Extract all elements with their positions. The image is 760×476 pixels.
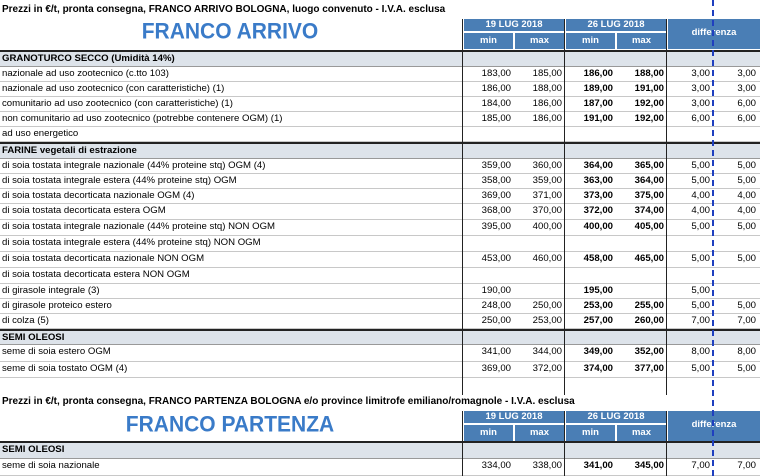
row-label: di soia tostata integrale estera (44% proteine stq) OGM [2, 175, 237, 186]
partenza-date2: 26 LUG 2018 [566, 411, 666, 424]
arrivo-date2: 26 LUG 2018 [566, 19, 666, 32]
table-row [0, 284, 760, 299]
arrivo-date1: 19 LUG 2018 [464, 19, 564, 32]
arrivo-min1: min [464, 33, 513, 49]
max-26lug-cell: 188,00 [634, 68, 664, 79]
diff-max-cell: 4,00 [737, 205, 756, 216]
diff-max-cell [716, 127, 756, 141]
diff-max-cell [716, 331, 756, 345]
max-19lug-cell: 185,00 [532, 68, 562, 79]
min-26lug-cell: 195,00 [583, 285, 613, 296]
max-26lug-cell: 377,00 [634, 363, 664, 374]
max-19lug-cell [515, 331, 562, 345]
max-26lug-cell: 465,00 [634, 253, 664, 264]
table-row [0, 345, 760, 362]
diff-min-cell: 4,00 [691, 205, 710, 216]
partenza-min2: min [566, 425, 615, 441]
diff-min-cell: 5,00 [691, 253, 710, 264]
diff-max-cell [716, 144, 756, 158]
row-label: ad uso energetico [2, 128, 79, 139]
diff-max-cell: 5,00 [737, 363, 756, 374]
max-19lug-cell [515, 284, 562, 298]
min-26lug-cell: 186,00 [583, 68, 613, 79]
partenza-diff-header: differenza [668, 411, 760, 441]
min-26lug-cell: 189,00 [583, 83, 613, 94]
max-26lug-cell: 260,00 [634, 315, 664, 326]
max-26lug-cell [617, 443, 664, 457]
min-26lug-cell [566, 127, 613, 141]
diff-min-cell: 7,00 [691, 460, 710, 471]
min-26lug-cell: 191,00 [583, 113, 613, 124]
diff-max-cell: 3,00 [737, 83, 756, 94]
max-26lug-cell: 192,00 [634, 113, 664, 124]
table-row [0, 362, 760, 378]
grid-line [462, 411, 463, 476]
arrivo-min2: min [566, 33, 615, 49]
diff-min-cell [668, 144, 710, 158]
max-26lug-cell [617, 268, 664, 282]
diff-max-cell [716, 443, 756, 457]
diff-min-cell [668, 52, 710, 66]
max-19lug-cell: 344,00 [532, 346, 562, 357]
diff-min-cell: 5,00 [691, 300, 710, 311]
min-26lug-cell: 373,00 [583, 190, 613, 201]
section-row [0, 329, 760, 345]
grid-line [666, 411, 667, 476]
max-26lug-cell [617, 52, 664, 66]
row-label: di soia tostata integrale nazionale (44% proteine stq) OGM (4) [2, 160, 266, 171]
grid-line [564, 411, 565, 476]
max-19lug-cell: 186,00 [532, 113, 562, 124]
min-19lug-cell: 185,00 [481, 113, 511, 124]
table-row [0, 236, 760, 252]
grid-line [462, 19, 463, 395]
diff-min-cell: 3,00 [691, 68, 710, 79]
max-19lug-cell: 359,00 [532, 175, 562, 186]
row-label: di soia tostata decorticata estera OGM [2, 205, 166, 216]
max-19lug-cell: 250,00 [532, 300, 562, 311]
diff-max-cell: 3,00 [737, 68, 756, 79]
section-label: SEMI OLEOSI [2, 444, 65, 455]
partenza-max1: max [515, 425, 564, 441]
diff-min-cell: 3,00 [691, 98, 710, 109]
row-label: nazionale ad uso zootecnico (con caratteristiche) (1) [2, 83, 225, 94]
max-19lug-cell [515, 144, 562, 158]
grid-line [666, 19, 667, 395]
max-19lug-cell: 253,00 [532, 315, 562, 326]
section-label: FARINE vegetali di estrazione [2, 145, 137, 156]
max-26lug-cell: 374,00 [634, 205, 664, 216]
table-row [0, 204, 760, 220]
min-26lug-cell [566, 236, 613, 250]
table-row [0, 159, 760, 174]
min-26lug-cell: 364,00 [583, 160, 613, 171]
min-19lug-cell: 184,00 [481, 98, 511, 109]
max-19lug-cell [515, 268, 562, 282]
diff-min-cell: 5,00 [691, 160, 710, 171]
max-19lug-cell: 371,00 [532, 190, 562, 201]
diff-min-cell [668, 268, 710, 282]
arrivo-max1: max [515, 33, 564, 49]
arrivo-header: Prezzi in €/t, pronta consegna, FRANCO ARRIVO BOLOGNA, luogo convenuto - I.V.A. esclusa [2, 4, 446, 15]
min-19lug-cell: 190,00 [481, 285, 511, 296]
row-label: di girasole proteico estero [2, 300, 112, 311]
partenza-date1: 19 LUG 2018 [464, 411, 564, 424]
diff-max-cell: 8,00 [737, 346, 756, 357]
section-row [0, 142, 760, 159]
min-26lug-cell: 187,00 [583, 98, 613, 109]
diff-min-cell: 5,00 [691, 285, 710, 296]
row-label: seme di soia nazionale [2, 460, 100, 471]
max-19lug-cell: 460,00 [532, 253, 562, 264]
max-26lug-cell: 345,00 [634, 460, 664, 471]
max-26lug-cell: 192,00 [634, 98, 664, 109]
min-26lug-cell: 374,00 [583, 363, 613, 374]
min-19lug-cell [464, 144, 511, 158]
table-row [0, 220, 760, 236]
min-26lug-cell [566, 331, 613, 345]
min-26lug-cell [566, 443, 613, 457]
min-19lug-cell [464, 236, 511, 250]
diff-max-cell: 6,00 [737, 113, 756, 124]
min-19lug-cell: 369,00 [481, 190, 511, 201]
diff-min-cell: 8,00 [691, 346, 710, 357]
min-19lug-cell: 334,00 [481, 460, 511, 471]
diff-min-cell [668, 331, 710, 345]
max-26lug-cell: 191,00 [634, 83, 664, 94]
min-19lug-cell: 368,00 [481, 205, 511, 216]
diff-max-cell: 4,00 [737, 190, 756, 201]
max-19lug-cell: 400,00 [532, 221, 562, 232]
max-26lug-cell: 375,00 [634, 190, 664, 201]
row-label: nazionale ad uso zootecnico (c.tto 103) [2, 68, 169, 79]
diff-min-cell: 3,00 [691, 83, 710, 94]
max-26lug-cell: 365,00 [634, 160, 664, 171]
min-19lug-cell [464, 52, 511, 66]
min-19lug-cell [464, 268, 511, 282]
max-26lug-cell [617, 127, 664, 141]
row-label: di soia tostata integrale estera (44% proteine stq) NON OGM [2, 237, 261, 248]
min-19lug-cell: 186,00 [481, 83, 511, 94]
min-19lug-cell: 395,00 [481, 221, 511, 232]
grid-line [564, 19, 565, 395]
diff-min-cell: 5,00 [691, 221, 710, 232]
max-19lug-cell [515, 52, 562, 66]
min-19lug-cell: 358,00 [481, 175, 511, 186]
diff-min-cell: 4,00 [691, 190, 710, 201]
min-26lug-cell: 363,00 [583, 175, 613, 186]
min-26lug-cell: 458,00 [583, 253, 613, 264]
max-19lug-cell: 338,00 [532, 460, 562, 471]
table-row [0, 189, 760, 204]
diff-max-cell: 7,00 [737, 460, 756, 471]
row-label: di soia tostata decorticata nazionale NON OGM [2, 253, 205, 264]
diff-min-cell [668, 443, 710, 457]
page-break-line [712, 0, 714, 476]
partenza-max2: max [617, 425, 666, 441]
table-row [0, 97, 760, 112]
diff-max-cell: 5,00 [737, 253, 756, 264]
row-label: comunitario ad uso zootecnico (con caratteristiche) (1) [2, 98, 233, 109]
diff-min-cell: 5,00 [691, 363, 710, 374]
min-19lug-cell: 248,00 [481, 300, 511, 311]
table-row [0, 112, 760, 127]
max-26lug-cell: 352,00 [634, 346, 664, 357]
partenza-min1: min [464, 425, 513, 441]
table-row [0, 82, 760, 97]
min-19lug-cell: 369,00 [481, 363, 511, 374]
min-19lug-cell: 453,00 [481, 253, 511, 264]
row-label: di girasole integrale (3) [2, 285, 100, 296]
min-19lug-cell: 341,00 [481, 346, 511, 357]
diff-min-cell: 5,00 [691, 175, 710, 186]
max-26lug-cell [617, 144, 664, 158]
min-26lug-cell: 257,00 [583, 315, 613, 326]
max-19lug-cell: 360,00 [532, 160, 562, 171]
diff-max-cell: 6,00 [737, 98, 756, 109]
min-19lug-cell [464, 127, 511, 141]
row-label: seme di soia estero OGM [2, 346, 111, 357]
diff-min-cell: 6,00 [691, 113, 710, 124]
min-26lug-cell: 349,00 [583, 346, 613, 357]
section-row [0, 50, 760, 67]
table-row [0, 127, 760, 142]
max-26lug-cell: 405,00 [634, 221, 664, 232]
section-row [0, 441, 760, 459]
row-label: di soia tostata integrale nazionale (44% proteine stq) NON OGM [2, 221, 276, 232]
max-26lug-cell [617, 331, 664, 345]
min-26lug-cell [566, 268, 613, 282]
arrivo-max2: max [617, 33, 666, 49]
diff-max-cell [716, 236, 756, 250]
min-19lug-cell: 250,00 [481, 315, 511, 326]
row-label: di soia tostata decorticata estera NON OGM [2, 269, 190, 280]
diff-max-cell: 5,00 [737, 300, 756, 311]
min-26lug-cell [566, 144, 613, 158]
diff-max-cell [716, 268, 756, 282]
max-19lug-cell [515, 236, 562, 250]
table-row [0, 67, 760, 82]
table-row [0, 268, 760, 284]
min-19lug-cell [464, 331, 511, 345]
max-19lug-cell [515, 443, 562, 457]
table-row [0, 459, 760, 476]
max-26lug-cell: 255,00 [634, 300, 664, 311]
max-19lug-cell: 370,00 [532, 205, 562, 216]
arrivo-diff-header: differenza [668, 19, 760, 49]
min-26lug-cell: 341,00 [583, 460, 613, 471]
table-row [0, 252, 760, 268]
row-label: non comunitario ad uso zootecnico (potrebbe contenere OGM) (1) [2, 113, 283, 124]
min-26lug-cell: 400,00 [583, 221, 613, 232]
diff-max-cell: 7,00 [737, 315, 756, 326]
section-label: SEMI OLEOSI [2, 332, 65, 343]
row-label: di colza (5) [2, 315, 49, 326]
diff-max-cell: 5,00 [737, 221, 756, 232]
diff-max-cell: 5,00 [737, 160, 756, 171]
min-26lug-cell: 253,00 [583, 300, 613, 311]
min-19lug-cell: 359,00 [481, 160, 511, 171]
diff-max-cell [716, 284, 756, 298]
table-row [0, 174, 760, 189]
diff-min-cell [668, 236, 710, 250]
diff-min-cell [668, 127, 710, 141]
max-19lug-cell: 372,00 [532, 363, 562, 374]
min-19lug-cell: 183,00 [481, 68, 511, 79]
diff-max-cell [716, 52, 756, 66]
min-26lug-cell [566, 52, 613, 66]
partenza-title: FRANCO PARTENZA [125, 412, 335, 437]
diff-min-cell: 7,00 [691, 315, 710, 326]
table-row [0, 299, 760, 314]
max-19lug-cell [515, 127, 562, 141]
arrivo-title: FRANCO ARRIVO [141, 19, 319, 44]
max-26lug-cell [617, 236, 664, 250]
max-26lug-cell [617, 284, 664, 298]
section-label: GRANOTURCO SECCO (Umidità 14%) [2, 53, 175, 64]
min-19lug-cell [464, 443, 511, 457]
row-label: di soia tostata decorticata nazionale OGM (4) [2, 190, 195, 201]
row-label: seme di soia tostato OGM (4) [2, 363, 128, 374]
min-26lug-cell: 372,00 [583, 205, 613, 216]
max-19lug-cell: 186,00 [532, 98, 562, 109]
max-26lug-cell: 364,00 [634, 175, 664, 186]
diff-max-cell: 5,00 [737, 175, 756, 186]
table-row [0, 314, 760, 329]
max-19lug-cell: 188,00 [532, 83, 562, 94]
partenza-header: Prezzi in €/t, pronta consegna, FRANCO PARTENZA BOLOGNA e/o province limitrofe emiliano/romagnole - I.V.A. esclusa [2, 396, 575, 407]
